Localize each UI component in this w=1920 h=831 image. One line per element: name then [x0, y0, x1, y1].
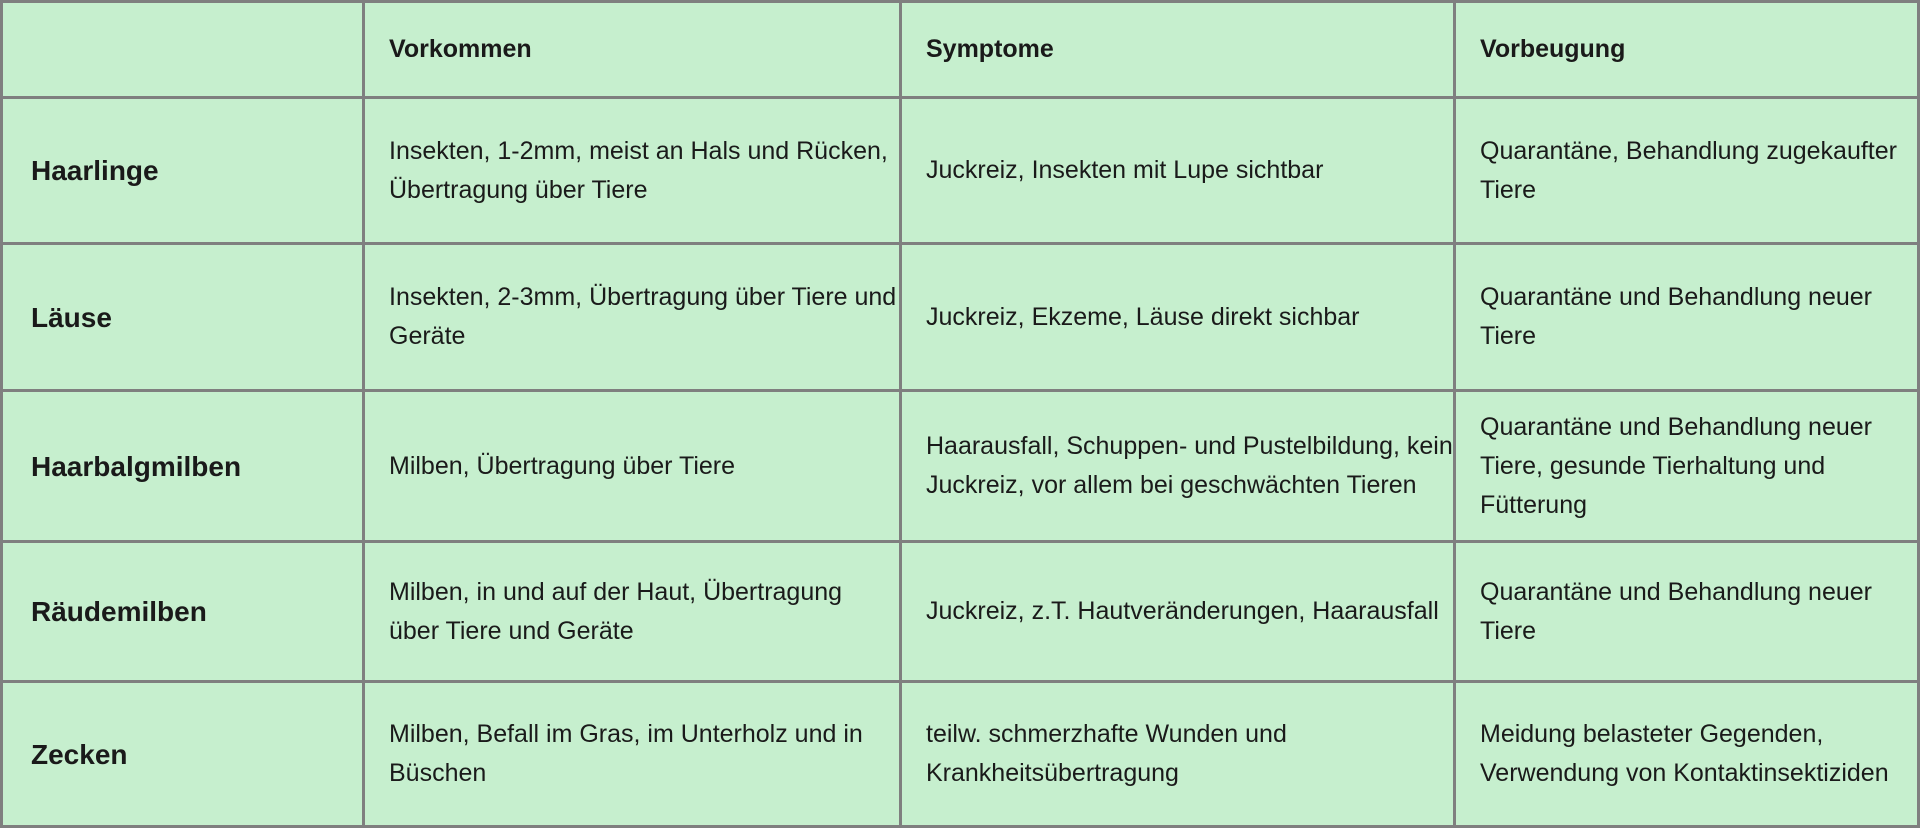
- header-cell-vorkommen: Vorkommen: [364, 2, 901, 98]
- symptome-cell: Juckreiz, Ekzeme, Läuse direkt sichbar: [901, 244, 1455, 391]
- vorbeugung-cell: Quarantäne und Behandlung neuer Tiere, gesunde Tierhaltung und Fütterung: [1455, 391, 1919, 542]
- table-row: [2, 244, 1919, 391]
- row-name-cell: Zecken: [2, 682, 364, 827]
- vorkommen-cell: Insekten, 2-3mm, Übertragung über Tiere und Geräte: [364, 244, 901, 391]
- table-row: [2, 542, 1919, 682]
- row-name-cell: Haarbalgmilben: [2, 391, 364, 542]
- vorkommen-cell: Milben, Übertragung über Tiere: [364, 391, 901, 542]
- vorbeugung-cell: Meidung belasteter Gegenden, Verwendung von Kontaktinsektiziden: [1455, 682, 1919, 827]
- header-cell-empty: [2, 2, 364, 98]
- header-cell-vorbeugung: Vorbeugung: [1455, 2, 1919, 98]
- vorkommen-cell: Insekten, 1-2mm, meist an Hals und Rücken, Übertragung über Tiere: [364, 98, 901, 244]
- row-name-cell: Räudemilben: [2, 542, 364, 682]
- symptome-cell: Juckreiz, Insekten mit Lupe sichtbar: [901, 98, 1455, 244]
- vorkommen-cell: Milben, in und auf der Haut, Übertragung über Tiere und Geräte: [364, 542, 901, 682]
- table-row: [2, 98, 1919, 244]
- symptome-cell: Haarausfall, Schuppen- und Pustelbildung, kein Juckreiz, vor allem bei geschwächten Tieren: [901, 391, 1455, 542]
- vorbeugung-cell: Quarantäne, Behandlung zugekaufter Tiere: [1455, 98, 1919, 244]
- table-row: [2, 391, 1919, 542]
- table-row: [2, 682, 1919, 827]
- symptome-cell: Juckreiz, z.T. Hautveränderungen, Haarausfall: [901, 542, 1455, 682]
- header-row: [2, 2, 1919, 98]
- vorbeugung-cell: Quarantäne und Behandlung neuer Tiere: [1455, 542, 1919, 682]
- row-name-cell: Läuse: [2, 244, 364, 391]
- header-cell-symptome: Symptome: [901, 2, 1455, 98]
- symptome-cell: teilw. schmerzhafte Wunden und Krankheitsübertragung: [901, 682, 1455, 827]
- row-name-cell: Haarlinge: [2, 98, 364, 244]
- vorbeugung-cell: Quarantäne und Behandlung neuer Tiere: [1455, 244, 1919, 391]
- vorkommen-cell: Milben, Befall im Gras, im Unterholz und in Büschen: [364, 682, 901, 827]
